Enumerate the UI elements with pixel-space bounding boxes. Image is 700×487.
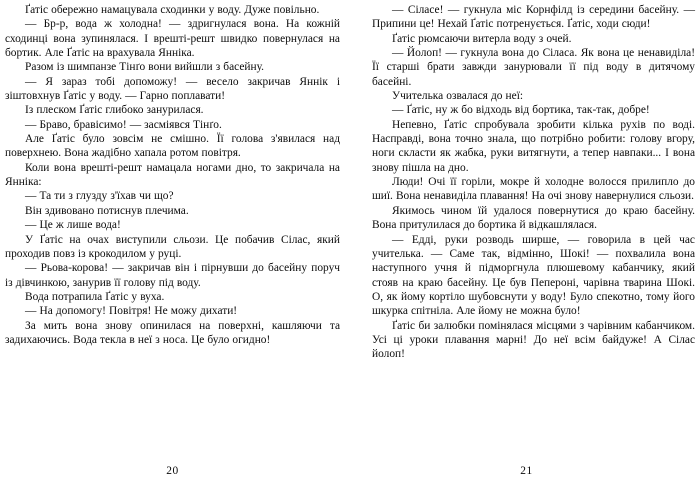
paragraph: Він здивовано потиснув плечима. [25, 204, 189, 217]
paragraph: За мить вона знову опинилася на поверхні, кашляючи та задихаючись. Вода текла в неї з носа. Це було огидно! [5, 319, 340, 346]
paragraph: — Рьова-корова! — закричав він і пірнувши до басейну поруч із дівчинкою, занурив її голову під воду. [5, 262, 340, 289]
page-right [350, 0, 700, 487]
paragraph: — Йолоп! — гукнула вона до Сіласа. Як вона це ненавиділа! Її старші брати завжди занурювали її під воду в дитячому басейні. [372, 47, 695, 88]
paragraph: — Ґатіс, ну ж бо відходь від бортика, так-так, добре! [392, 104, 650, 117]
paragraph: — Едді, руки розводь ширше, — говорила в цей час учителька. — Саме так, відмінно, Шокі! — похвалила вона наступного учня й підморгнула плюшевому кабанчику, який стояв на краю басейну. Це був Пепероні, чарівна тварина Шокі. О, як йому кортіло шубовснути у воду! Було спекотно, тому його шкурка спітніла. Але йому не можна було! [372, 233, 695, 318]
paragraph: — На допомогу! Повітря! Не можу дихати! [25, 305, 238, 318]
page-left-text [5, 3, 340, 347]
paragraph: Разом із шимпанзе Тінґо вони вийшли з басейну. [25, 61, 264, 74]
paragraph: — Я зараз тобі допоможу! — весело закричав Яннік і зіштовхнув Ґатіс у воду. — Гарно поплавати! [5, 75, 340, 103]
paragraph: — Сіласе! — гукнула міс Корнфілд із середини басейну. — Припини це! Нехай Ґатіс потренується. Ґатіс, ходи сюди! [372, 4, 695, 31]
paragraph: Ґатіс обережно намацувала сходинки у воду. Дуже повільно. [25, 4, 320, 16]
paragraph: Ґатіс би залюбки помінялася місцями з чарівним кабанчиком. Усі ці уроки плавання марні! До неї всім байдуже! А Сілас йолоп! [372, 319, 695, 361]
paragraph: Вода потрапила Ґатіс у вуха. [25, 290, 165, 303]
paragraph: — Бр-р, вода ж холодна! — здригнулася вона. На кожній сходинці вона зупинялася. І врешті-решт швидко повернулася на бортик. Але Ґатіс на врахувала Янніка. [5, 18, 340, 60]
paragraph: — Браво, бравісимо! — засміявся Тінґо. [25, 118, 222, 131]
paragraph: Ґатіс рюмсаючи витерла воду з очей. [392, 32, 572, 45]
page-number-left: 20 [166, 465, 179, 477]
paragraph: Якимось чином їй удалося повернутися до краю басейну. Вона притулилася до бортика й відкашлялася. [372, 204, 695, 232]
paragraph: Коли вона врешті-решт намацала ногами дно, то закричала на Янніка: [5, 161, 340, 189]
paragraph: Непевно, Ґатіс спробувала зробити кілька рухів по воді. Насправді, вона точно знала, що потрібно робити: голову вгору, ноги скласти як жабка, руки витягнути, а тепер навпаки... І вона знову пішла на дно. [372, 118, 695, 174]
page-number-right: 21 [520, 465, 533, 477]
paragraph: Із плеском Ґатіс глибоко занурилася. [25, 104, 204, 117]
paragraph: У Ґатіс на очах виступили сльози. Це побачив Сілас, який проходив повз із крокодилом у руці. [5, 233, 340, 260]
paragraph: Учителька озвалася до неї: [392, 90, 524, 103]
paragraph: Але Ґатіс було зовсім не смішно. Її голова з'явилася над поверхнею. Вона жадібно хапала ротом повітря. [5, 133, 340, 160]
paragraph: — Це ж лише вода! [25, 219, 121, 232]
paragraph: — Та ти з глузду з'їхав чи що? [25, 190, 174, 203]
page-right-text [372, 3, 695, 362]
paragraph: Люди! Очі її горіли, мокре й холодне волосся прилипло до шиї. Вона ненавиділа плавання! На очі знову навернулися сльози. [372, 176, 695, 203]
